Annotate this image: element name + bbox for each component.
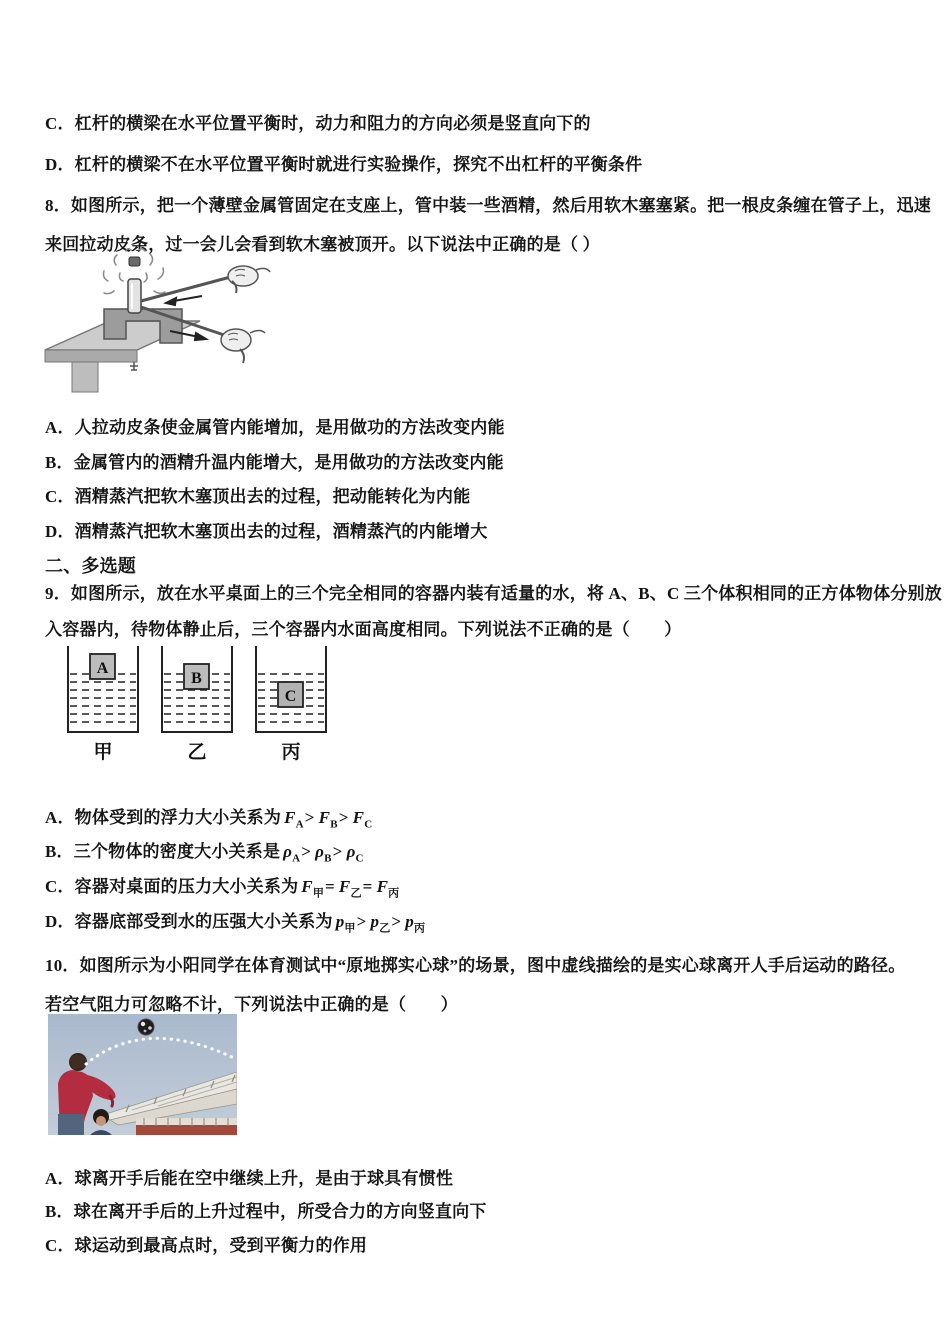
q10-option-b: B．球在离开手后的上升过程中，所受合力的方向竖直向下 (45, 1202, 487, 1221)
q9-option-c-text: C．容器对桌面的压力大小关系为 (45, 877, 299, 896)
prev-question-option-c: C．杠杆的横梁在水平位置平衡时，动力和阻力的方向必须是竖直向下的 (45, 114, 591, 133)
table-front-edge (45, 350, 137, 362)
q10-stem-line2: 若空气阻力可忽略不计，下列说法中正确的是（ ） (45, 995, 458, 1014)
block-c-label: C (284, 688, 297, 705)
q9-option-d-text: D．容器底部受到水的压强大小关系为 (45, 912, 333, 931)
q10-stem-line1: 10．如图所示为小阳同学在体育测试中“原地掷实心球”的场景，图中虚线描绘的是实心球离开人手后运动的路径。 (45, 956, 906, 975)
q8-figure-tube-strap-experiment (42, 243, 272, 393)
clamp-screw (130, 362, 138, 370)
q9-option-d: D．容器底部受到水的压强大小关系为 $p_甲> p_乙> p_丙$ (45, 912, 426, 935)
block-b-label: B (191, 670, 202, 687)
hand-lower (221, 329, 265, 363)
q9-stem-line2: 入容器内，待物体静止后，三个容器内水面高度相同。下列说法不正确的是（ ） (45, 620, 682, 639)
table-leg (72, 362, 98, 392)
q10-photo-ball-throw (48, 1014, 237, 1135)
metal-tube (128, 279, 141, 313)
q8-option-a: A．人拉动皮条使金属管内能增加，是用做功的方法改变内能 (45, 418, 505, 437)
section-heading-multichoice: 二、多选题 (45, 556, 136, 576)
container-label-yi: 乙 (187, 742, 207, 763)
q9-option-a: A．物体受到的浮力大小关系为 $F_A> F_B> F_C$ (45, 808, 373, 831)
arrow-left-icon (166, 296, 202, 305)
q8-stem-line1: 8．如图所示，把一个薄壁金属管固定在支座上，管中装一些酒精，然后用软木塞塞紧。把一根皮条缠在管子上，迅速 (45, 196, 931, 215)
container-label-jia: 甲 (93, 742, 113, 763)
cork (129, 257, 140, 266)
q10-option-a: A．球离开手后能在空中继续上升，是由于球具有惯性 (45, 1169, 454, 1188)
q9-stem-line1: 9．如图所示，放在水平桌面上的三个完全相同的容器内装有适量的水，将 A、B、C 三个体积相同的正方体物体分别放 (45, 584, 942, 603)
rubber-strap-upper (141, 275, 238, 301)
q8-option-d: D．酒精蒸汽把软木塞顶出去的过程，酒精蒸汽的内能增大 (45, 522, 488, 541)
prev-question-option-d: D．杠杆的横梁不在水平位置平衡时就进行实验操作，探究不出杠杆的平衡条件 (45, 155, 643, 174)
q10-option-c: C．球运动到最高点时，受到平衡力的作用 (45, 1236, 368, 1255)
q8-option-b: B．金属管内的酒精升温内能增大，是用做功的方法改变内能 (45, 453, 504, 472)
q9-option-b: B．三个物体的密度大小关系是 $\rho_A> \rho_B> \rho_C$ (45, 842, 364, 865)
q8-stem-line2: 来回拉动皮条，过一会儿会看到软木塞被顶开。以下说法中正确的是（ ） (45, 235, 600, 254)
ball-icon (138, 1019, 154, 1035)
stadium-building (136, 1118, 237, 1135)
q9-option-a-text: A．物体受到的浮力大小关系为 (45, 808, 282, 827)
q9-option-c: C．容器对桌面的压力大小关系为 $F_甲= F_乙= F_丙$ (45, 877, 400, 900)
q9-figure-three-containers (64, 644, 330, 764)
hand-upper (228, 266, 270, 293)
container-label-bing: 丙 (281, 742, 301, 763)
q9-option-b-text: B．三个物体的密度大小关系是 (45, 842, 281, 861)
q8-option-c: C．酒精蒸汽把软木塞顶出去的过程，把动能转化为内能 (45, 487, 471, 506)
block-a-label: A (96, 660, 109, 677)
